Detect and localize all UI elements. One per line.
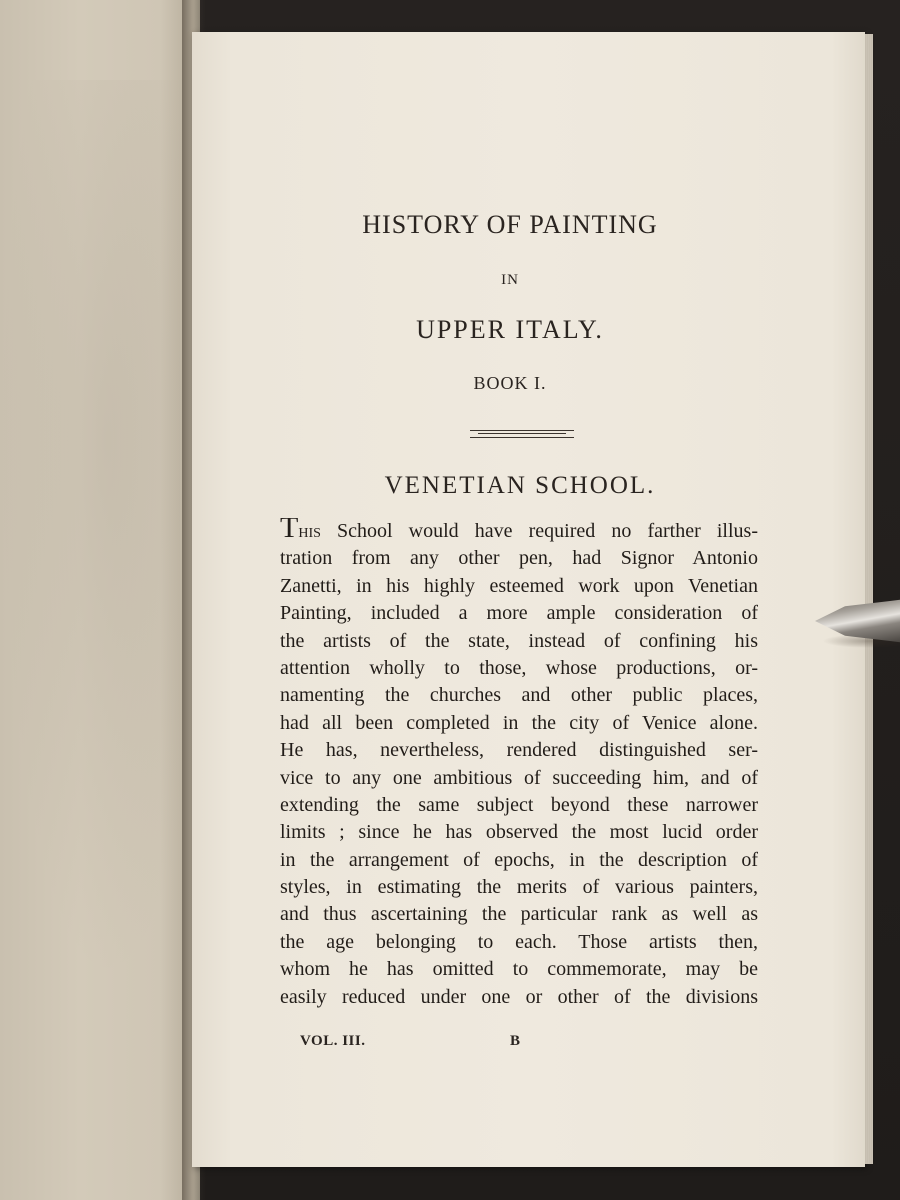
volume-footer: VOL. III. xyxy=(300,1033,366,1049)
body-line-9: He has, nevertheless, rendered distinguished ser- xyxy=(280,739,758,762)
body-line-13: in the arrangement of epochs, in the description of xyxy=(280,848,758,871)
body-line-2: tration from any other pen, had Signor Antonio xyxy=(280,547,758,570)
body-line-10: vice to any one ambitious of succeeding him, and of xyxy=(280,766,758,789)
body-line-16: the age belonging to each. Those artists then, xyxy=(280,930,758,953)
title-line-1: HISTORY OF PAINTING xyxy=(362,210,658,239)
drop-cap: T xyxy=(280,518,299,544)
body-line-3: Zanetti, in his highly esteemed work upon Venetian xyxy=(280,574,758,597)
body-line-4: Painting, included a more ample consideration of xyxy=(280,602,758,625)
page-edges xyxy=(865,34,873,1164)
section-heading: VENETIAN SCHOOL. xyxy=(384,472,656,499)
body-line-11: extending the same subject beyond these narrower xyxy=(280,793,758,816)
left-blank-page xyxy=(0,0,200,1200)
decorative-rule xyxy=(470,430,574,438)
body-paragraph xyxy=(280,518,758,1011)
body-line-5: the artists of the state, instead of confining his xyxy=(280,629,758,652)
body-line-17: whom he has omitted to commemorate, may be xyxy=(280,958,758,981)
body-line-1-text: School would have required no farther illus- xyxy=(337,520,758,542)
signature-mark: B xyxy=(510,1033,521,1049)
body-line-14: styles, in estimating the merits of various painters, xyxy=(280,876,758,899)
show-through-text xyxy=(0,80,180,980)
book-heading: BOOK I. xyxy=(473,373,547,393)
title-line-2: IN xyxy=(501,272,519,288)
body-line-12: limits ; since he has observed the most lucid order xyxy=(280,821,758,844)
title-line-3: UPPER ITALY. xyxy=(416,315,604,344)
body-line-8: had all been completed in the city of Venice alone. xyxy=(280,711,758,734)
body-line-18: easily reduced under one or other of the divisions xyxy=(280,985,758,1008)
body-line-15: and thus ascertaining the particular rank as well as xyxy=(280,903,758,926)
body-line-1 xyxy=(280,518,758,545)
body-line-6: attention wholly to those, whose productions, or- xyxy=(280,656,758,679)
body-line-7: namenting the churches and other public places, xyxy=(280,684,758,707)
first-word-rest: his xyxy=(298,520,321,542)
